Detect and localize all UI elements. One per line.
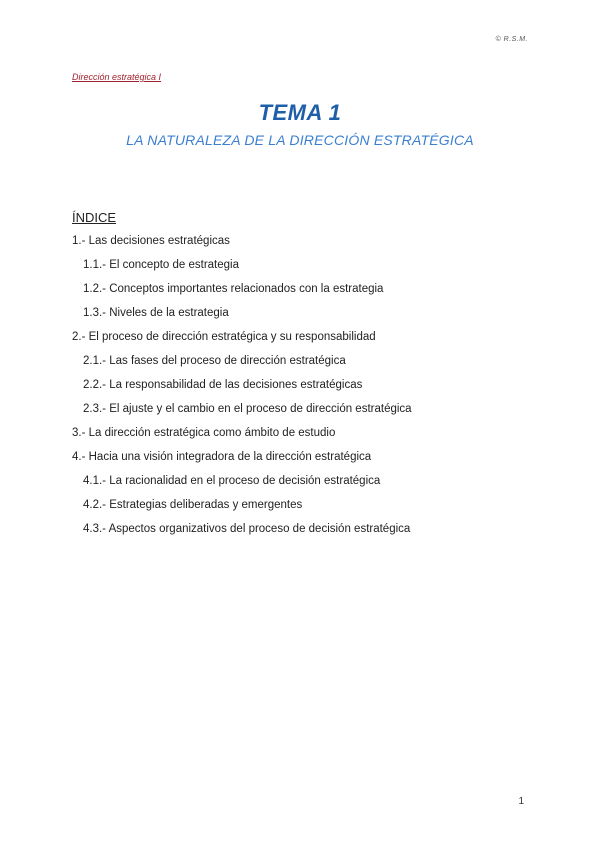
toc-subsection: 1.1.- El concepto de estrategia [83,259,239,271]
subject-label: Dirección estratégica I [72,72,162,82]
toc-subsection: 1.3.- Niveles de la estrategia [83,307,229,319]
toc-subsection: 2.1.- Las fases del proceso de dirección estratégica [83,355,346,367]
page-title: TEMA 1 [258,100,342,125]
toc-subsection: 2.2.- La responsabilidad de las decisiones estratégicas [83,379,363,391]
toc-subsection: 4.1.- La racionalidad en el proceso de decisión estratégica [83,475,381,487]
toc-subsection: 1.2.- Conceptos importantes relacionados con la estrategia [83,283,384,295]
toc-section: 4.- Hacia una visión integradora de la dirección estratégica [72,451,372,463]
page-number: 1 [518,796,524,807]
index-heading: ÍNDICE [72,210,117,225]
toc-list [72,231,532,543]
toc-section: 3.- La dirección estratégica como ámbito de estudio [72,427,336,439]
table-of-contents [72,207,532,543]
toc-section: 2.- El proceso de dirección estratégica y su responsabilidad [72,331,376,343]
toc-section: 1.- Las decisiones estratégicas [72,235,230,247]
toc-subsection: 2.3.- El ajuste y el cambio en el proceso de dirección estratégica [83,403,412,415]
page-subtitle: LA NATURALEZA DE LA DIRECCIÓN ESTRATÉGICA [126,132,474,148]
toc-subsection: 4.3.- Aspectos organizativos del proceso de decisión estratégica [83,523,411,535]
toc-subsection: 4.2.- Estrategias deliberadas y emergentes [83,499,303,511]
copyright-header: © R.S.M. [495,36,528,43]
